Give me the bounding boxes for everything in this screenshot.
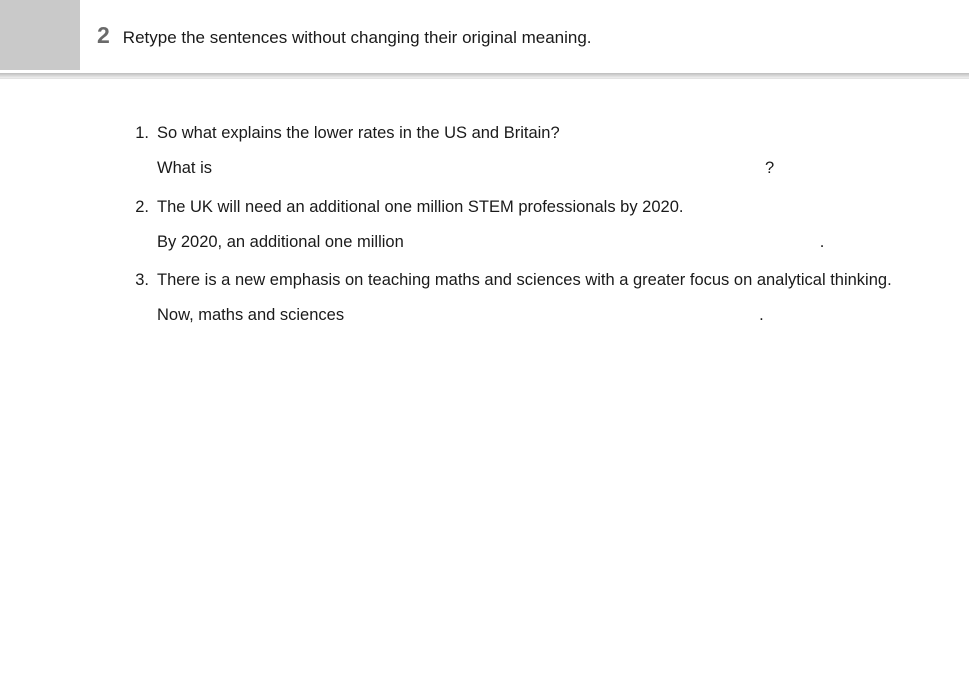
answer-line[interactable] — [127, 304, 969, 326]
list-item — [127, 196, 969, 254]
item-prompt: The UK will need an additional one million STEM professionals by 2020. — [157, 197, 684, 216]
list-item — [127, 122, 969, 180]
header-color-swatch — [0, 0, 80, 70]
list-item — [127, 269, 969, 327]
answer-end-punctuation: . — [819, 232, 825, 251]
answer-line[interactable] — [127, 157, 969, 179]
answer-blank[interactable] — [344, 319, 759, 320]
answer-blank[interactable] — [404, 246, 820, 247]
exercise-instruction: Retype the sentences without changing their original meaning. — [122, 28, 592, 47]
header-rule-line — [0, 78, 969, 79]
answer-blank[interactable] — [212, 172, 765, 173]
answer-start: By 2020, an additional one million — [157, 232, 404, 251]
answer-start: What is — [157, 159, 213, 178]
exercise-header-body — [80, 0, 592, 48]
item-prompt-line — [127, 196, 969, 218]
item-marker: 1. — [135, 124, 149, 142]
answer-line[interactable] — [127, 231, 969, 253]
answer-end-punctuation: ? — [765, 159, 775, 178]
item-prompt-line — [127, 269, 969, 291]
item-prompt: There is a new emphasis on teaching maths and sciences with a greater focus on analytical thinking. — [157, 271, 892, 290]
exercise-number: 2 — [97, 22, 110, 48]
item-marker: 3. — [135, 271, 149, 290]
exercise-header — [0, 0, 969, 78]
item-prompt: So what explains the lower rates in the US and Britain? — [157, 124, 560, 142]
answer-end-punctuation: . — [759, 306, 764, 325]
answer-start: Now, maths and sciences — [157, 306, 345, 325]
item-prompt-line — [127, 122, 969, 144]
exercise-items — [0, 78, 969, 327]
item-marker: 2. — [135, 197, 149, 216]
